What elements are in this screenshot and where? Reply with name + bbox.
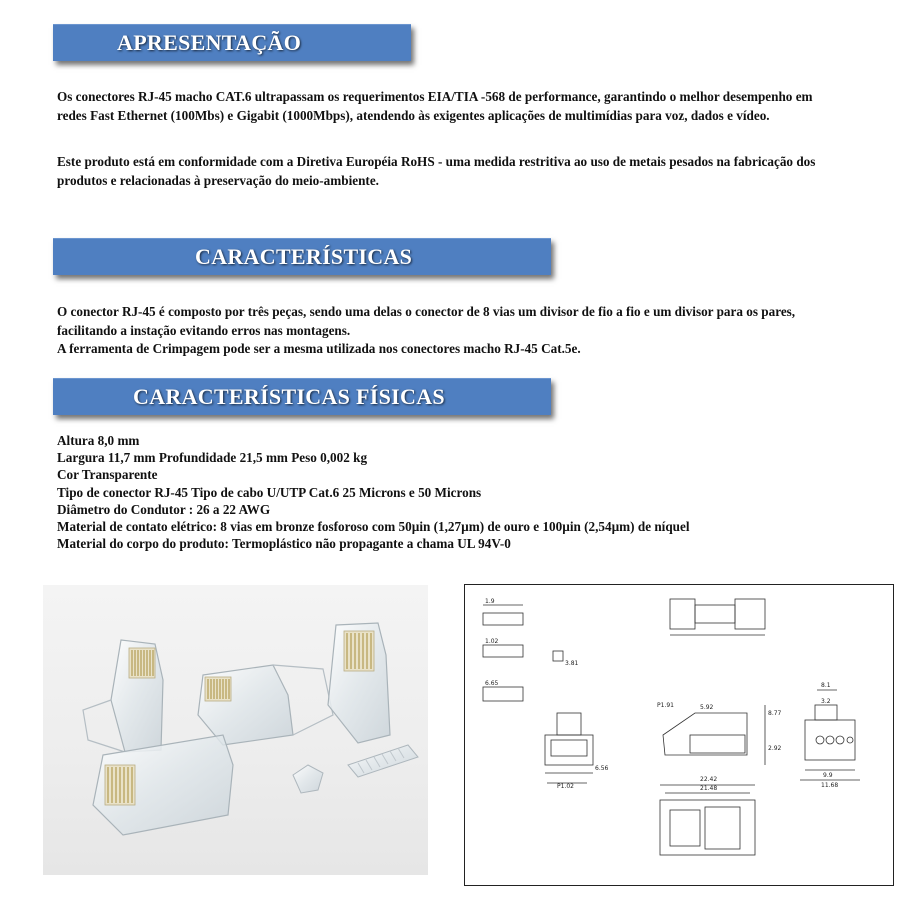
connector-3 xyxy=(328,623,390,743)
wire-loader-bar xyxy=(348,745,418,777)
spec-line: Tipo de conector RJ-45 Tipo de cabo U/UTP Cat.6 25 Microns e 50 Microns xyxy=(57,484,482,500)
caracteristicas-line-1: O conector RJ-45 é composto por três peças, sendo uma delas o conector de 8 vias um divisor de fio a fio e um divisor para os pares, facilitando a instação evitando erros nas montagens. xyxy=(57,304,796,338)
spec-line: Cor Transparente xyxy=(57,467,158,483)
product-photo xyxy=(43,585,428,875)
section-banner-apresentacao xyxy=(53,24,411,61)
dim-label: 2.92 xyxy=(768,745,782,752)
dim-label: 6.65 xyxy=(485,680,499,687)
dim-label: 3.81 xyxy=(565,660,579,667)
dim-label: 22.42 xyxy=(700,776,718,783)
spec-line: Altura 8,0 mm xyxy=(57,433,140,448)
product-photo-illustration xyxy=(43,585,428,875)
dim-label: 3.2 xyxy=(821,698,831,705)
spec-line: Material de contato elétrico: 8 vias em bronze fosforoso com 50µin (1,27µm) de ouro e 100µin (2,54µm) de níquel xyxy=(57,519,690,535)
dim-label: 6.56 xyxy=(595,765,609,772)
technical-drawing xyxy=(464,584,894,886)
dim-label: P1.91 xyxy=(657,702,674,709)
technical-drawing-svg xyxy=(465,585,892,884)
dim-label: 11.68 xyxy=(821,782,839,789)
section-banner-fisicas xyxy=(53,378,551,415)
connector-1 xyxy=(83,640,163,752)
dim-label: 9.9 xyxy=(823,772,833,779)
spec-line: Diâmetro do Condutor : 26 a 22 AWG xyxy=(57,501,271,517)
dim-label: 1.02 xyxy=(485,638,499,645)
dim-label: P1.02 xyxy=(557,783,574,790)
apresentacao-paragraph-1: Os conectores RJ-45 macho CAT.6 ultrapassam os requerimentos EIA/TIA -568 de performance, garantindo o melhor desempenho em redes Fast Ethernet (100Mbs) e Gigabit (1000Mbps), atendendo às exigentes aplicações de multimídias para voz, dados e vídeo. xyxy=(57,89,813,123)
section-title-fisicas: CARACTERÍSTICAS FÍSICAS xyxy=(133,384,445,409)
section-banner-caracteristicas xyxy=(53,238,551,275)
dim-label: 1.9 xyxy=(485,598,495,605)
specs-list xyxy=(57,432,690,552)
dim-label: 21.48 xyxy=(700,785,718,792)
connector-2 xyxy=(198,665,333,745)
connector-4 xyxy=(93,735,233,835)
caracteristicas-line-2: A ferramenta de Crimpagem pode ser a mesma utilizada nos conectores macho RJ-45 Cat.5e. xyxy=(57,341,581,356)
spec-line: Material do corpo do produto: Termoplástico não propagante a chama UL 94V-0 xyxy=(57,536,511,552)
dim-label: 8.1 xyxy=(821,682,831,689)
dim-label: 5.92 xyxy=(700,704,714,711)
wire-divider xyxy=(293,765,323,793)
spec-line: Largura 11,7 mm Profundidade 21,5 mm Peso 0,002 kg xyxy=(57,450,368,466)
apresentacao-paragraph-2: Este produto está em conformidade com a Diretiva Européia RoHS - uma medida restritiva ao uso de metais pesados na fabricação dos produtos e relacionadas à preservação do meio-ambiente. xyxy=(57,154,816,188)
caracteristicas-paragraph xyxy=(57,303,847,359)
section-title-caracteristicas: CARACTERÍSTICAS xyxy=(195,244,413,269)
section-title-apresentacao: APRESENTAÇÃO xyxy=(117,30,302,55)
dim-label: 8.77 xyxy=(768,710,782,717)
